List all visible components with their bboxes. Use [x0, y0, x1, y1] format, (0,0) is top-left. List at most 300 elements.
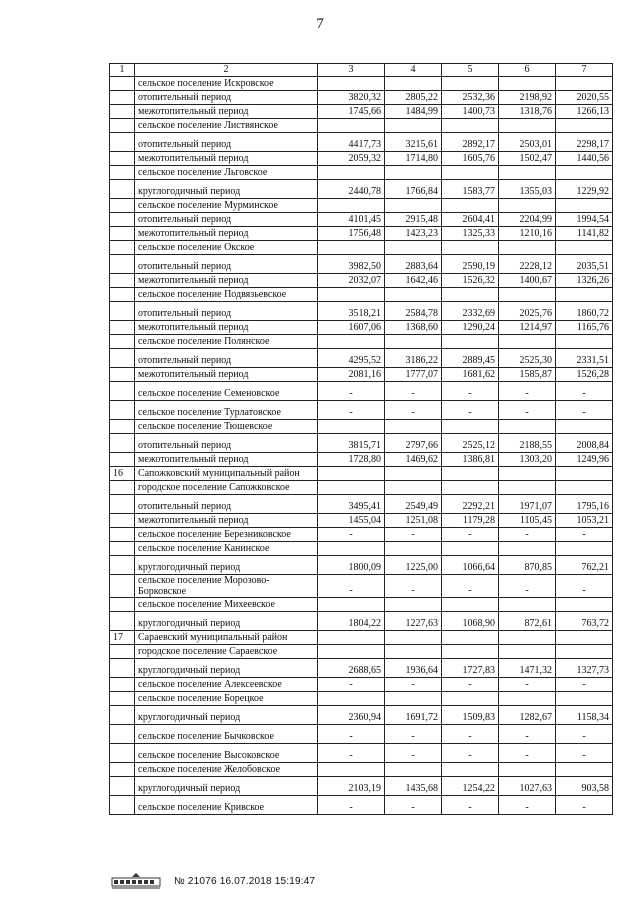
empty-cell — [442, 763, 499, 777]
empty-cell — [318, 241, 385, 255]
empty-cell — [556, 631, 613, 645]
value-cell: 872,61 — [499, 612, 556, 631]
value-cell: 1766,84 — [385, 180, 442, 199]
value-cell: - — [499, 796, 556, 815]
empty-cell — [556, 166, 613, 180]
empty-cell — [556, 598, 613, 612]
empty-cell — [556, 288, 613, 302]
value-cell: 1691,72 — [385, 706, 442, 725]
value-cell: 2198,92 — [499, 91, 556, 105]
settlement-name-cell: сельское поселение Михеевское — [135, 598, 318, 612]
row-label-cell: отопительный период — [135, 302, 318, 321]
value-cell: 1756,48 — [318, 227, 385, 241]
value-cell: 3982,50 — [318, 255, 385, 274]
value-cell: 1368,60 — [385, 321, 442, 335]
registration-stamp: № 21076 16.07.2018 15:19:47 — [174, 875, 316, 887]
table-row — [110, 255, 613, 274]
col-header: 1 — [110, 64, 135, 77]
row-number-cell — [110, 725, 135, 744]
value-cell: 1728,80 — [318, 453, 385, 467]
table-row — [110, 514, 613, 528]
value-cell: 1727,83 — [442, 659, 499, 678]
empty-cell — [556, 199, 613, 213]
table-row — [110, 495, 613, 514]
value-cell: - — [318, 678, 385, 692]
empty-cell — [442, 542, 499, 556]
value-cell: 1971,07 — [499, 495, 556, 514]
row-number-cell — [110, 382, 135, 401]
empty-cell — [318, 631, 385, 645]
table-row — [110, 77, 613, 91]
value-cell: - — [318, 382, 385, 401]
empty-cell — [385, 763, 442, 777]
value-cell: 1282,67 — [499, 706, 556, 725]
value-cell: - — [318, 401, 385, 420]
value-cell: - — [442, 796, 499, 815]
value-cell: 4101,45 — [318, 213, 385, 227]
table-row — [110, 796, 613, 815]
empty-cell — [442, 467, 499, 481]
value-cell: 2604,41 — [442, 213, 499, 227]
row-number-cell — [110, 678, 135, 692]
value-cell: 1326,26 — [556, 274, 613, 288]
row-number-cell — [110, 349, 135, 368]
empty-cell — [385, 631, 442, 645]
settlement-name-cell: сельское поселение Борецкое — [135, 692, 318, 706]
value-cell: 2059,32 — [318, 152, 385, 166]
empty-cell — [442, 199, 499, 213]
value-cell: 1502,47 — [499, 152, 556, 166]
value-cell: 1455,04 — [318, 514, 385, 528]
row-label-cell: отопительный период — [135, 495, 318, 514]
value-cell: 2688,65 — [318, 659, 385, 678]
value-cell: 1471,32 — [499, 659, 556, 678]
value-cell: - — [556, 401, 613, 420]
value-cell: - — [442, 382, 499, 401]
empty-cell — [442, 241, 499, 255]
value-cell: 1777,07 — [385, 368, 442, 382]
value-cell: 2360,94 — [318, 706, 385, 725]
empty-cell — [499, 481, 556, 495]
row-number-cell — [110, 659, 135, 678]
empty-cell — [556, 241, 613, 255]
value-cell: 3815,71 — [318, 434, 385, 453]
value-cell: - — [556, 575, 613, 598]
empty-cell — [442, 631, 499, 645]
empty-cell — [556, 467, 613, 481]
value-cell: 763,72 — [556, 612, 613, 631]
settlement-name-cell: сельское поселение Льговское — [135, 166, 318, 180]
row-label-cell: сельское поселение Турлатовское — [135, 401, 318, 420]
value-cell: 3215,61 — [385, 133, 442, 152]
table-row — [110, 199, 613, 213]
value-cell: 3518,21 — [318, 302, 385, 321]
value-cell: 2020,55 — [556, 91, 613, 105]
table-row — [110, 420, 613, 434]
value-cell: 1642,46 — [385, 274, 442, 288]
row-number-cell — [110, 434, 135, 453]
value-cell: 1607,06 — [318, 321, 385, 335]
table-row — [110, 349, 613, 368]
table-row — [110, 706, 613, 725]
settlement-name-cell: городское поселение Сапожковское — [135, 481, 318, 495]
value-cell: 1227,63 — [385, 612, 442, 631]
table-row — [110, 692, 613, 706]
row-number-cell — [110, 199, 135, 213]
row-number-cell — [110, 180, 135, 199]
value-cell: 2525,30 — [499, 349, 556, 368]
value-cell: - — [556, 528, 613, 542]
value-cell: 1526,32 — [442, 274, 499, 288]
empty-cell — [385, 241, 442, 255]
value-cell: 2298,17 — [556, 133, 613, 152]
value-cell: - — [442, 575, 499, 598]
row-number-cell — [110, 777, 135, 796]
value-cell: - — [499, 575, 556, 598]
table-header-row — [110, 64, 613, 77]
row-number-cell — [110, 706, 135, 725]
empty-cell — [499, 763, 556, 777]
document-footer — [110, 872, 315, 890]
table-row — [110, 612, 613, 631]
row-number-cell — [110, 255, 135, 274]
table-row — [110, 467, 613, 481]
row-label-cell: межотопительный период — [135, 368, 318, 382]
empty-cell — [385, 199, 442, 213]
value-cell: 2103,19 — [318, 777, 385, 796]
value-cell: - — [556, 678, 613, 692]
table-row — [110, 274, 613, 288]
value-cell: 1210,16 — [499, 227, 556, 241]
empty-cell — [499, 631, 556, 645]
table-row — [110, 556, 613, 575]
empty-cell — [442, 420, 499, 434]
row-number-cell — [110, 528, 135, 542]
value-cell: - — [556, 725, 613, 744]
empty-cell — [442, 335, 499, 349]
value-cell: 2525,12 — [442, 434, 499, 453]
empty-cell — [442, 166, 499, 180]
value-cell: 2331,51 — [556, 349, 613, 368]
col-header: 3 — [318, 64, 385, 77]
row-number-cell — [110, 368, 135, 382]
value-cell: 1179,28 — [442, 514, 499, 528]
value-cell: 1681,62 — [442, 368, 499, 382]
table-row — [110, 434, 613, 453]
row-label-cell: круглогодичный период — [135, 706, 318, 725]
empty-cell — [318, 467, 385, 481]
table-row — [110, 481, 613, 495]
table-row — [110, 119, 613, 133]
empty-cell — [499, 467, 556, 481]
empty-cell — [442, 692, 499, 706]
empty-cell — [499, 77, 556, 91]
value-cell: 1509,83 — [442, 706, 499, 725]
empty-cell — [385, 542, 442, 556]
value-cell: 2032,07 — [318, 274, 385, 288]
value-cell: 1795,16 — [556, 495, 613, 514]
table-row — [110, 382, 613, 401]
empty-cell — [318, 335, 385, 349]
table-row — [110, 321, 613, 335]
table-row — [110, 241, 613, 255]
row-number-cell — [110, 241, 135, 255]
table-row — [110, 401, 613, 420]
value-cell: 1290,24 — [442, 321, 499, 335]
col-header: 2 — [135, 64, 318, 77]
row-number-cell — [110, 105, 135, 119]
row-number-cell — [110, 302, 135, 321]
row-number-cell — [110, 152, 135, 166]
row-label-cell: отопительный период — [135, 91, 318, 105]
value-cell: 1440,56 — [556, 152, 613, 166]
empty-cell — [318, 166, 385, 180]
row-number-cell — [110, 401, 135, 420]
empty-cell — [556, 119, 613, 133]
value-cell: 2549,49 — [385, 495, 442, 514]
page-number: 7 — [316, 16, 324, 32]
value-cell: 4295,52 — [318, 349, 385, 368]
row-label-cell: сельское поселение Высоковское — [135, 744, 318, 763]
settlement-name-cell: городское поселение Сараевское — [135, 645, 318, 659]
value-cell: 1484,99 — [385, 105, 442, 119]
value-cell: - — [318, 725, 385, 744]
value-cell: 1141,82 — [556, 227, 613, 241]
settlement-name-cell: сельское поселение Полянское — [135, 335, 318, 349]
empty-cell — [318, 542, 385, 556]
empty-cell — [442, 77, 499, 91]
value-cell: - — [385, 382, 442, 401]
value-cell: 2805,22 — [385, 91, 442, 105]
district-name-cell: Сараевский муниципальный район — [135, 631, 318, 645]
row-label-cell: межотопительный период — [135, 453, 318, 467]
table-row — [110, 678, 613, 692]
value-cell: 1318,76 — [499, 105, 556, 119]
empty-cell — [499, 166, 556, 180]
value-cell: 2008,84 — [556, 434, 613, 453]
empty-cell — [385, 420, 442, 434]
row-number-cell — [110, 556, 135, 575]
table-row — [110, 180, 613, 199]
empty-cell — [318, 77, 385, 91]
value-cell: 1936,64 — [385, 659, 442, 678]
value-cell: 2035,51 — [556, 255, 613, 274]
value-cell: 1386,81 — [442, 453, 499, 467]
empty-cell — [318, 199, 385, 213]
col-header: 7 — [556, 64, 613, 77]
row-label-cell: межотопительный период — [135, 514, 318, 528]
table-row — [110, 213, 613, 227]
empty-cell — [318, 692, 385, 706]
value-cell: 2081,16 — [318, 368, 385, 382]
table-body — [110, 77, 613, 815]
empty-cell — [499, 119, 556, 133]
value-cell: 2892,17 — [442, 133, 499, 152]
empty-cell — [318, 119, 385, 133]
value-cell: 1165,76 — [556, 321, 613, 335]
value-cell: 1355,03 — [499, 180, 556, 199]
value-cell: - — [442, 401, 499, 420]
settlement-name-cell: сельское поселение Канинское — [135, 542, 318, 556]
government-emblem-icon — [110, 872, 162, 890]
row-number-cell — [110, 274, 135, 288]
table-row — [110, 227, 613, 241]
table-row — [110, 166, 613, 180]
table-row — [110, 542, 613, 556]
value-cell: 2584,78 — [385, 302, 442, 321]
value-cell: 3820,32 — [318, 91, 385, 105]
col-header: 6 — [499, 64, 556, 77]
tariff-table — [109, 63, 613, 815]
empty-cell — [499, 542, 556, 556]
empty-cell — [499, 288, 556, 302]
empty-cell — [499, 241, 556, 255]
settlement-name-cell: сельское поселение Окское — [135, 241, 318, 255]
empty-cell — [385, 335, 442, 349]
row-label-cell: сельское поселение Бычковское — [135, 725, 318, 744]
district-name-cell: Сапожковский муниципальный район — [135, 467, 318, 481]
row-number-cell — [110, 91, 135, 105]
settlement-name-cell: сельское поселение Желобовское — [135, 763, 318, 777]
value-cell: 2204,99 — [499, 213, 556, 227]
value-cell: - — [556, 796, 613, 815]
value-cell: - — [385, 744, 442, 763]
value-cell: 1526,28 — [556, 368, 613, 382]
empty-cell — [318, 288, 385, 302]
value-cell: 2228,12 — [499, 255, 556, 274]
value-cell: - — [499, 744, 556, 763]
value-cell: 1400,73 — [442, 105, 499, 119]
value-cell: - — [385, 528, 442, 542]
value-cell: 1714,80 — [385, 152, 442, 166]
table-row — [110, 302, 613, 321]
row-label-cell: межотопительный период — [135, 321, 318, 335]
row-number-cell — [110, 288, 135, 302]
table-row — [110, 335, 613, 349]
row-label-cell: отопительный период — [135, 434, 318, 453]
row-label-cell: межотопительный период — [135, 152, 318, 166]
row-number-cell — [110, 335, 135, 349]
value-cell: 2797,66 — [385, 434, 442, 453]
empty-cell — [385, 598, 442, 612]
empty-cell — [385, 288, 442, 302]
value-cell: 1229,92 — [556, 180, 613, 199]
value-cell: 1249,96 — [556, 453, 613, 467]
row-number-cell — [110, 166, 135, 180]
empty-cell — [442, 119, 499, 133]
row-label-cell: круглогодичный период — [135, 659, 318, 678]
row-number-cell — [110, 542, 135, 556]
value-cell: 1860,72 — [556, 302, 613, 321]
value-cell: 1585,87 — [499, 368, 556, 382]
value-cell: 1745,66 — [318, 105, 385, 119]
empty-cell — [385, 481, 442, 495]
value-cell: - — [385, 678, 442, 692]
table-row — [110, 91, 613, 105]
empty-cell — [556, 420, 613, 434]
value-cell: - — [556, 744, 613, 763]
value-cell: - — [318, 528, 385, 542]
value-cell: - — [499, 528, 556, 542]
value-cell: - — [385, 575, 442, 598]
row-number-cell — [110, 575, 135, 598]
value-cell: 1605,76 — [442, 152, 499, 166]
row-number-cell — [110, 744, 135, 763]
value-cell: 762,21 — [556, 556, 613, 575]
value-cell: 870,85 — [499, 556, 556, 575]
row-number-cell — [110, 495, 135, 514]
row-number-cell — [110, 321, 135, 335]
value-cell: 2915,48 — [385, 213, 442, 227]
value-cell: 1158,34 — [556, 706, 613, 725]
settlement-name-cell: сельское поселение Подвязьевское — [135, 288, 318, 302]
empty-cell — [499, 692, 556, 706]
value-cell: 1994,54 — [556, 213, 613, 227]
value-cell: - — [499, 678, 556, 692]
empty-cell — [442, 288, 499, 302]
value-cell: - — [556, 382, 613, 401]
empty-cell — [385, 166, 442, 180]
value-cell: 1053,21 — [556, 514, 613, 528]
settlement-name-cell: сельское поселение Искровское — [135, 77, 318, 91]
value-cell: 1423,23 — [385, 227, 442, 241]
empty-cell — [556, 77, 613, 91]
value-cell: - — [385, 401, 442, 420]
value-cell: 1068,90 — [442, 612, 499, 631]
empty-cell — [385, 645, 442, 659]
value-cell: 1327,73 — [556, 659, 613, 678]
row-number-cell — [110, 796, 135, 815]
value-cell: 2883,64 — [385, 255, 442, 274]
row-number-cell — [110, 645, 135, 659]
empty-cell — [442, 645, 499, 659]
empty-cell — [499, 199, 556, 213]
value-cell: - — [442, 725, 499, 744]
settlement-name-cell: сельское поселение Тюшевское — [135, 420, 318, 434]
row-number-cell: 17 — [110, 631, 135, 645]
value-cell: 1303,20 — [499, 453, 556, 467]
col-header: 4 — [385, 64, 442, 77]
empty-cell — [556, 763, 613, 777]
row-number-cell — [110, 481, 135, 495]
value-cell: 2503,01 — [499, 133, 556, 152]
value-cell: 1583,77 — [442, 180, 499, 199]
value-cell: 2590,19 — [442, 255, 499, 274]
empty-cell — [499, 420, 556, 434]
row-label-cell: отопительный период — [135, 213, 318, 227]
value-cell: 3495,41 — [318, 495, 385, 514]
empty-cell — [556, 335, 613, 349]
value-cell: - — [499, 382, 556, 401]
empty-cell — [318, 763, 385, 777]
empty-cell — [385, 467, 442, 481]
table-row — [110, 744, 613, 763]
value-cell: - — [318, 796, 385, 815]
empty-cell — [385, 119, 442, 133]
col-header: 5 — [442, 64, 499, 77]
table-row — [110, 453, 613, 467]
value-cell: 1469,62 — [385, 453, 442, 467]
value-cell: - — [318, 744, 385, 763]
empty-cell — [385, 692, 442, 706]
value-cell: 3186,22 — [385, 349, 442, 368]
table-row — [110, 288, 613, 302]
row-number-cell — [110, 514, 135, 528]
table-row — [110, 368, 613, 382]
value-cell: 1214,97 — [499, 321, 556, 335]
row-number-cell — [110, 213, 135, 227]
table-row — [110, 763, 613, 777]
